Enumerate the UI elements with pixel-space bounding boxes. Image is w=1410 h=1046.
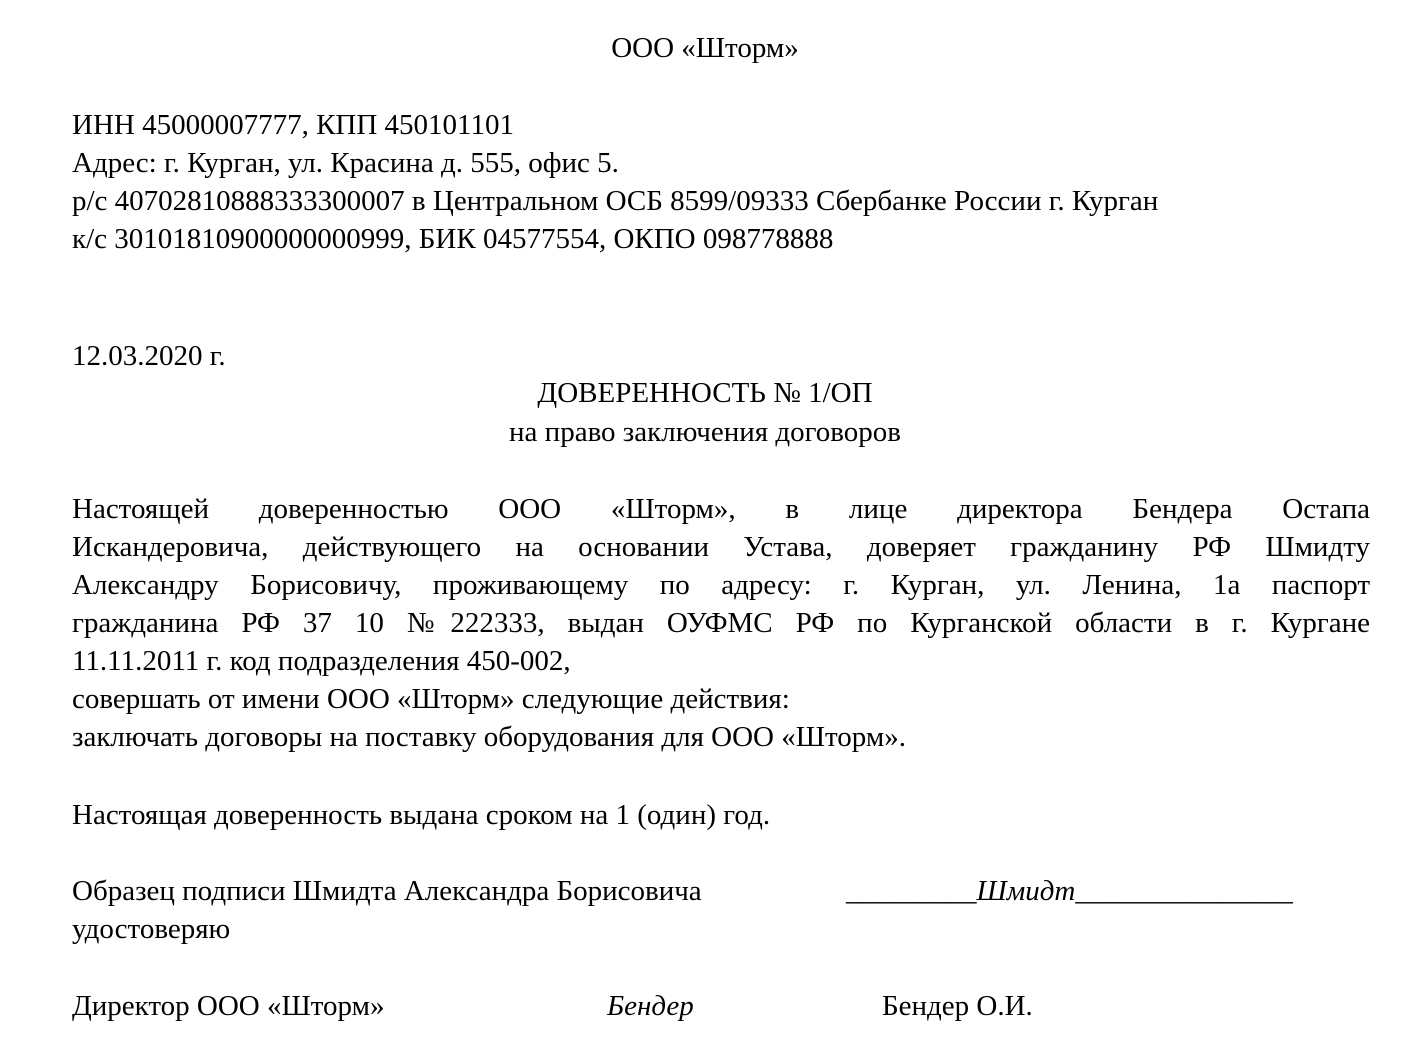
signature-line-prefix: _________ [846,875,977,907]
signature-shmidt: Шмидт [976,875,1076,907]
action-text: заключать договоры на поставку оборудования для ООО «Шторм». [72,721,906,753]
document-date: 12.03.2020 г. [72,340,226,372]
signature-line-suffix: _______________ [1075,875,1293,907]
signature-sample-label: Образец подписи Шмидта Александра Борисовича [72,875,702,907]
signature-sample-certify: удостоверяю [72,913,231,945]
requisites-line-address: Адрес: г. Курган, ул. Красина д. 555, офис 5. [72,147,619,179]
company-name: ООО «Шторм» [611,32,799,64]
requisites-line-correspondent: к/с 30101810900000000999, БИК 04577554, ОКПО 098778888 [72,223,834,255]
paragraph-line: гражданина РФ 37 10 №222333, выдан ОУФМС РФ по Курганской области в г. Кургане [72,607,1370,639]
director-label: Директор ООО «Шторм» [72,990,385,1022]
validity-text: Настоящая доверенность выдана сроком на 1 (один) год. [72,799,771,831]
paragraph-line: Искандеровича, действующего на основании Устава, доверяет гражданину РФ Шмидту [72,531,1370,563]
signature-sample-line [846,872,1293,910]
director-name: Бендер О.И. [882,990,1033,1022]
paragraph-line: Александру Борисовичу, проживающему по адресу: г. Курган, ул. Ленина, 1а паспорт [72,569,1370,601]
action-intro: совершать от имени ООО «Шторм» следующие действия: [72,683,790,715]
paragraph-line-last: 11.11.2011 г. код подразделения 450-002, [72,645,571,677]
document-title: ДОВЕРЕННОСТЬ № 1/ОП [537,377,873,409]
paragraph-line: Настоящей доверенностью ООО «Шторм», в лице директора Бендера Остапа [72,493,1370,525]
requisites-line-inn: ИНН 45000007777, КПП 450101101 [72,109,514,141]
document-subtitle: на право заключения договоров [509,416,901,448]
requisites-line-account: р/с 40702810888333300007 в Центральном ОСБ 8599/09333 Сбербанке России г. Курган [72,185,1159,217]
signature-bender: Бендер [607,990,694,1022]
